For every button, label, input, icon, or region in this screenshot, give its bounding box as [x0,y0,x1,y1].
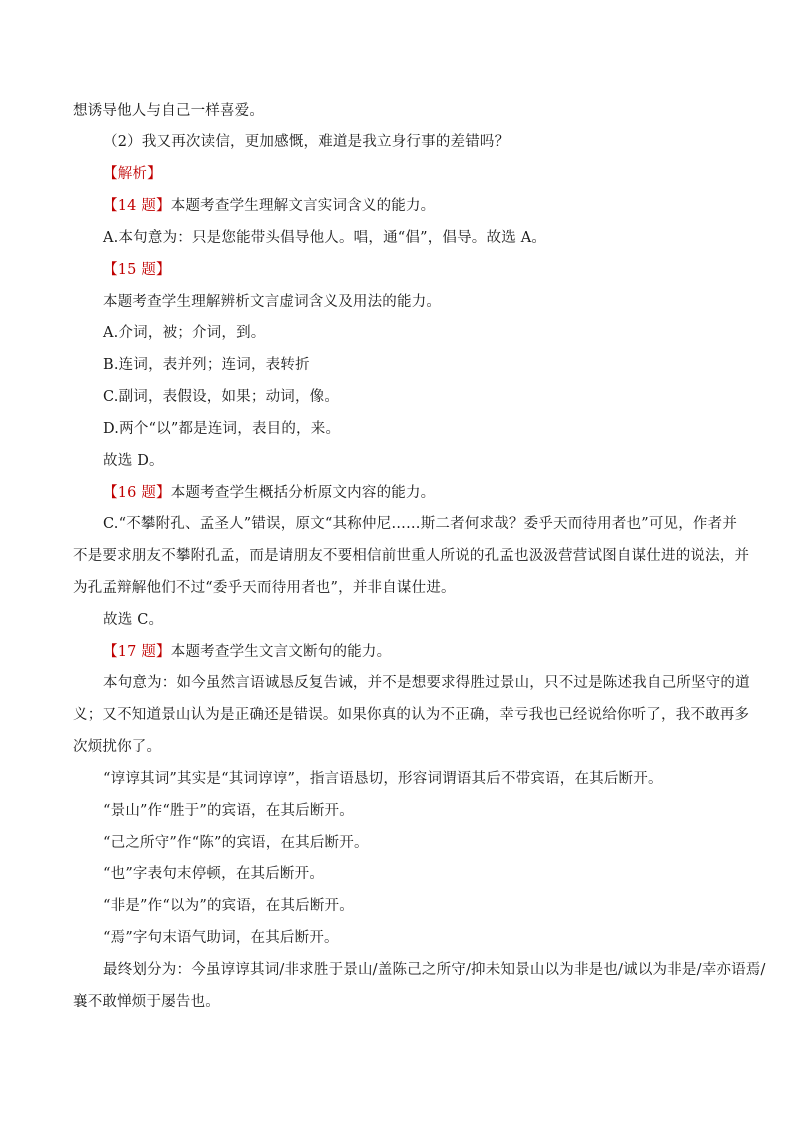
text-line-28: 最终划分为：今虽谆谆其词/非求胜于景山/盖陈己之所守/抑未知景山以为非是也/诚以为非是/幸亦语焉/ [103,962,766,978]
q15-tag: 【15 题】 [103,262,171,278]
q17-text: 本题考查学生文言文断句的能力。 [170,644,392,660]
q16-line [103,483,435,503]
text-line-10: C.副词，表假设，如果；动词，像。 [103,389,340,405]
text-line-23: “景山”作“胜于”的宾语，在其后断开。 [103,803,354,819]
text-line-25: “也”字表句末停顿，在其后断开。 [103,866,325,882]
q17-line [103,642,391,662]
text-line-9: B.连词，表并列；连词，表转折 [103,357,310,373]
q14-text: 本题考查学生理解文言实词含义的能力。 [170,198,436,214]
q16-text: 本题考查学生概括分析原文内容的能力。 [170,485,436,501]
text-line-20: 义；又不知道景山认为是正确还是错误。如果你真的认为不正确，幸亏我也已经说给你听了，我不敢再多 [73,707,750,723]
text-line-2: （2）我又再次读信，更加感慨，难道是我立身行事的差错吗？ [103,134,510,150]
text-line-1: 想诱导他人与自己一样喜爱。 [73,103,265,119]
text-line-21: 次烦扰你了。 [73,739,162,755]
section-heading-analysis: 【解析】 [103,166,162,182]
q16-tag: 【16 题】 [103,485,171,501]
text-line-26: “非是”作“以为”的宾语，在其后断开。 [103,898,354,914]
q14-line [103,196,435,216]
text-line-16: 为孔孟辩解他们不过“委乎天而待用者也”，并非自谋仕进。 [73,580,456,596]
text-line-8: A.介词，被；介词，到。 [103,325,266,341]
text-line-24: “己之所守”作“陈”的宾语，在其后断开。 [103,835,369,851]
text-line-22: “谆谆其词”其实是“其词谆谆”，指言语恳切，形容词谓语其后不带宾语，在其后断开。 [103,771,663,787]
text-line-19: 本句意为：如今虽然言语诚恳反复告诫，并不是想要求得胜过景山，只不过是陈述我自己所坚守的道 [103,675,750,691]
q17-tag: 【17 题】 [103,644,171,660]
text-line-29: 襄不敢惮烦于屡告也。 [73,994,220,1010]
text-line-15: 不是要求朋友不攀附孔孟，而是请朋友不要相信前世重人所说的孔孟也汲汲营营试图自谋仕进的说法，并 [73,548,750,564]
text-line-14: C.“不攀附孔、孟圣人”错误，原文“其称仲尼……斯二者何求哉？委乎天而待用者也”可见，作者并 [103,516,738,532]
text-line-17: 故选 C。 [103,612,164,628]
q14-tag: 【14 题】 [103,198,171,214]
text-line-5: A.本句意为：只是您能带头倡导他人。唱，通“倡”，倡导。故选 A。 [103,230,547,246]
text-line-7: 本题考查学生理解辨析文言虚词含义及用法的能力。 [103,294,442,310]
text-line-12: 故选 D。 [103,453,164,469]
text-line-11: D.两个“以”都是连词，表目的，来。 [103,421,341,437]
text-line-27: “焉”字句末语气助词，在其后断开。 [103,930,339,946]
